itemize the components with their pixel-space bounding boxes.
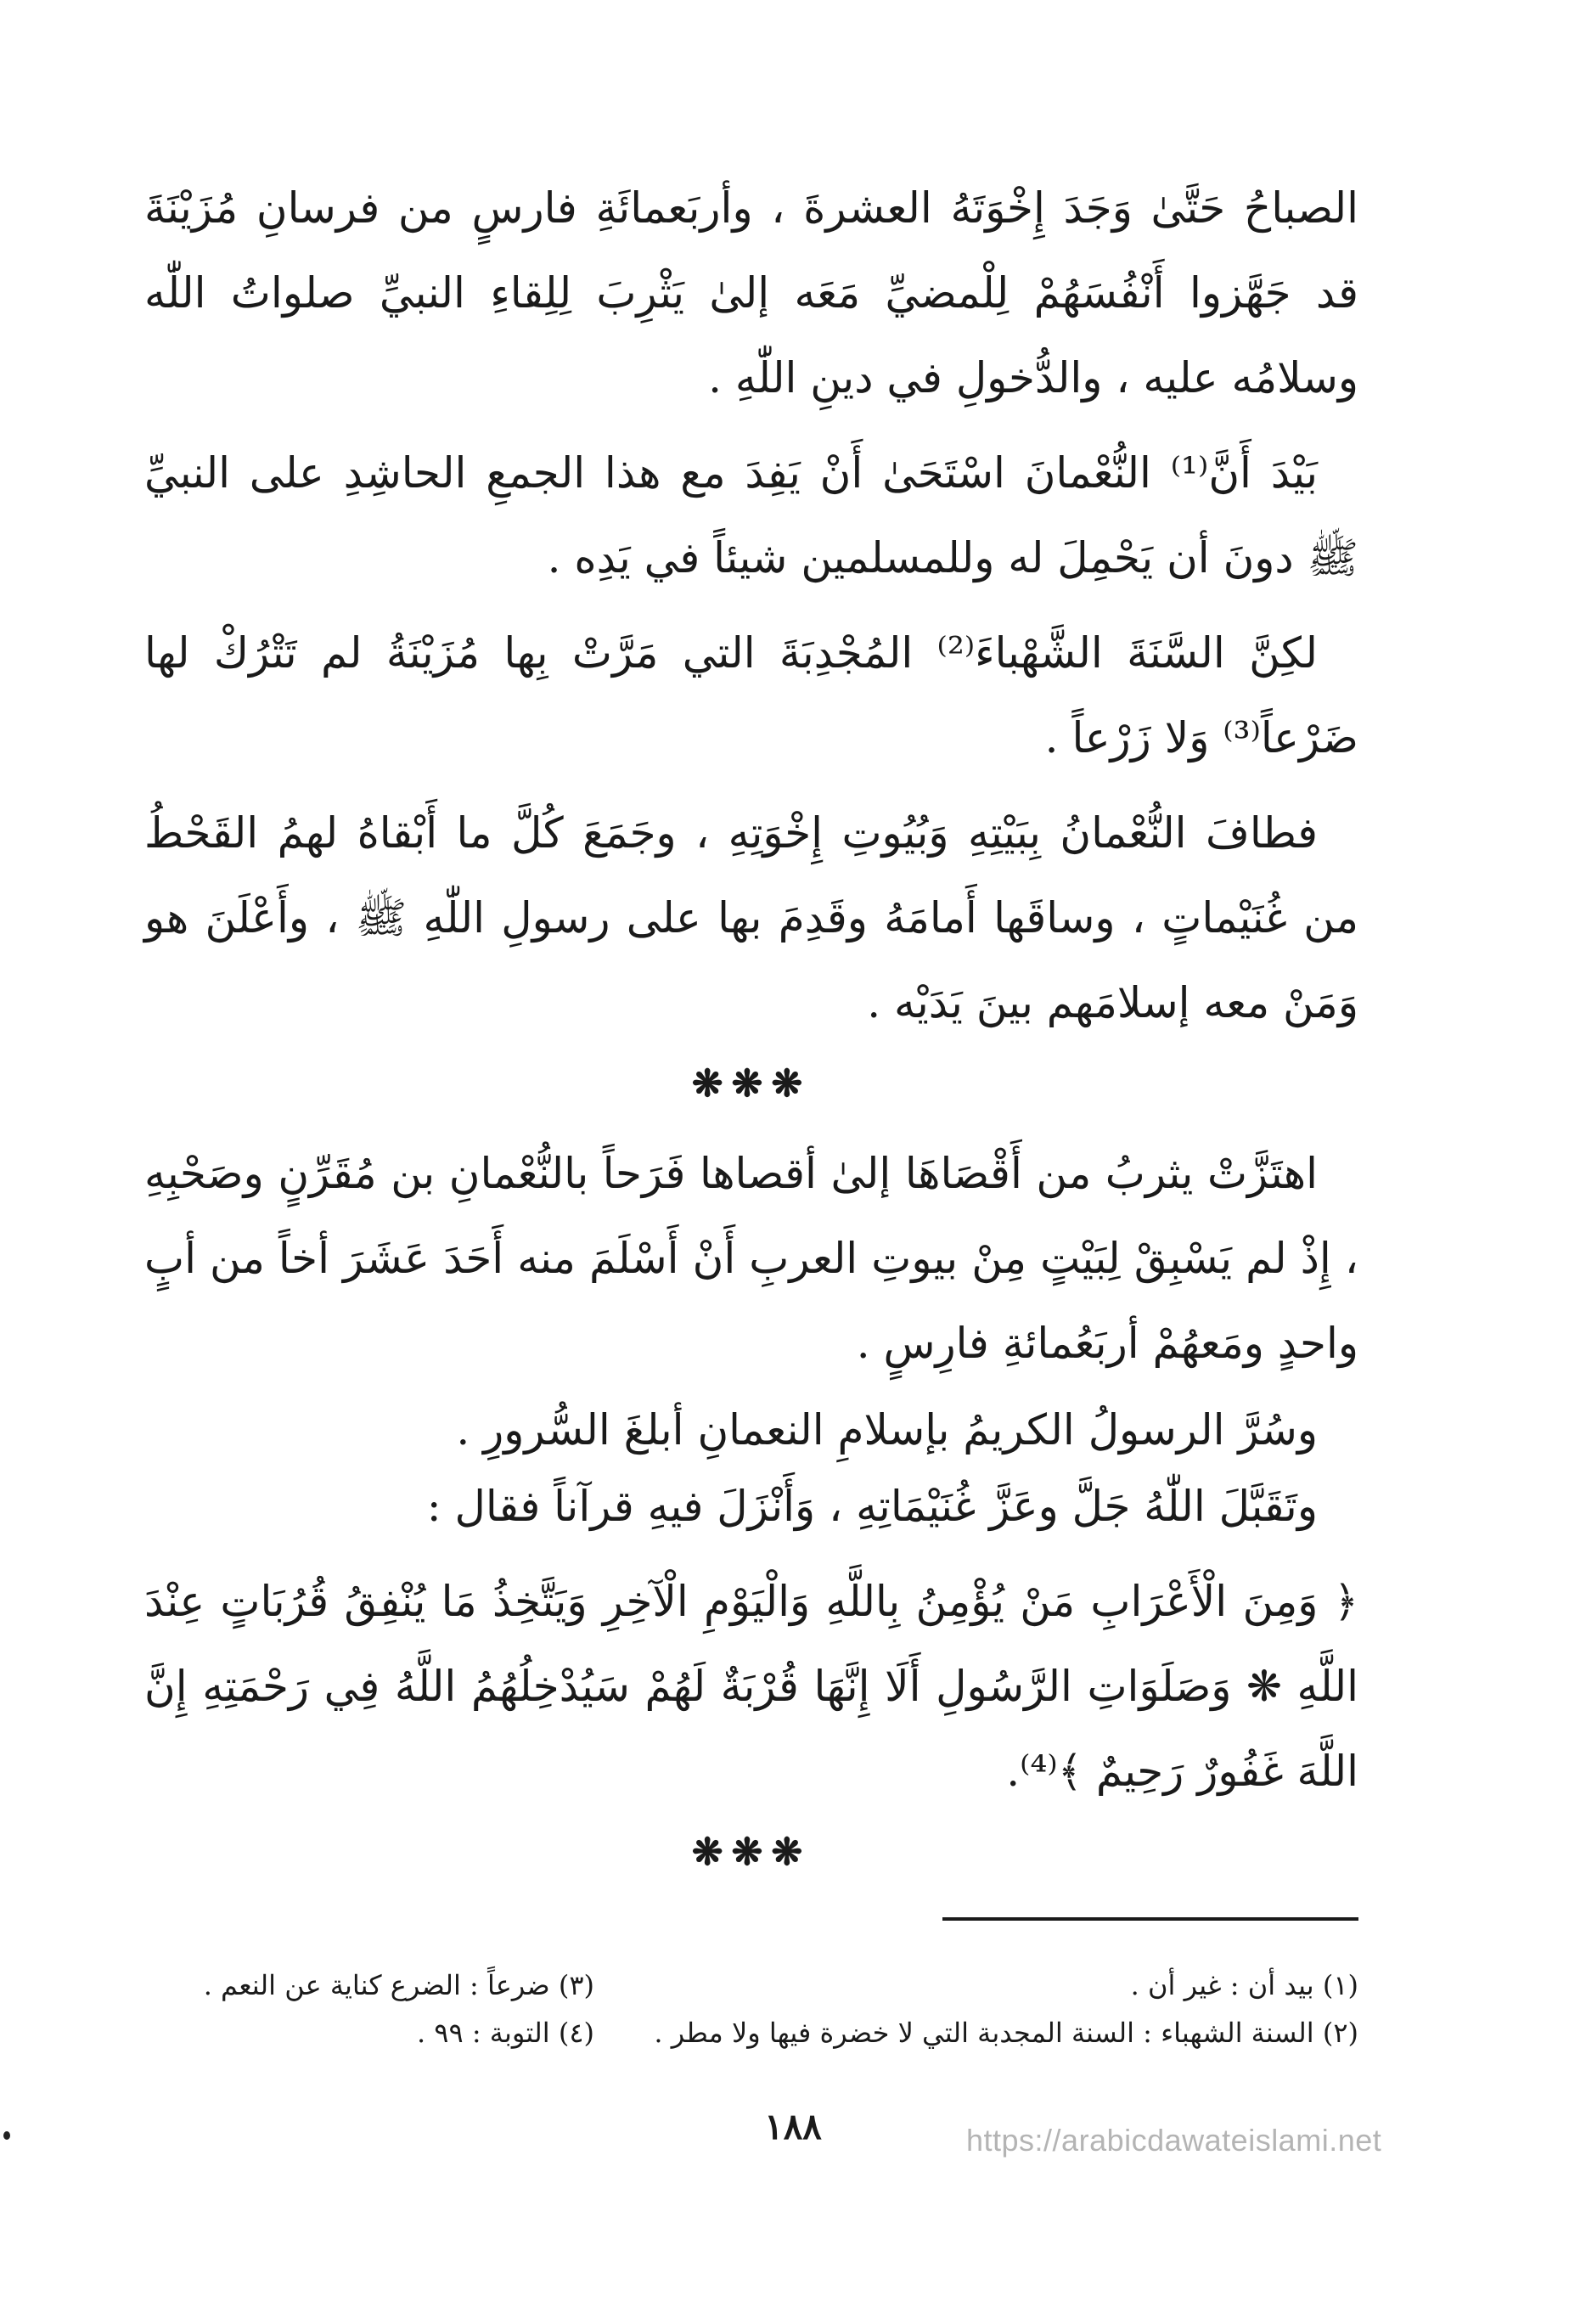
scan-mark — [3, 2131, 10, 2140]
page-body — [144, 166, 1358, 1899]
paragraph-6: وسُرَّ الرسولُ الكريمُ بإسلامِ النعمانِ أبلغَ السُّرورِ . — [456, 1405, 1318, 1455]
paragraph-1: الصباحُ حَتَّىٰ وَجَدَ إِخْوَتَهُ العشرةَ ، وأربَعمائَةِ فارسٍ من فرسانِ مُزَيْنَةَ قد جَهَّزوا أَنْفُسَهُمْ لِلْمضيِّ مَعَه إلىٰ يَثْرِبَ لِلِقاءِ النبيِّ صلواتُ اللّٰه وسلامُه عليه ، والدُّخولِ في دينِ اللّٰهِ . — [144, 183, 1358, 402]
footnote-4: (٤) التوبة : ٩٩ . — [416, 2017, 594, 2049]
paragraph-5: اهتَزَّتْ يثربُ من أَقْصَاهَا إلىٰ أقصاها فَرَحاً بالنُّعْمانِ بن مُقَرِّنٍ وصَحْبِهِ ، إِذْ لم يَسْبِقْ لِبَيْتٍ مِنْ بيوتِ العربِ أَنْ أَسْلَمَ منه أَحَدَ عَشَرَ أخاً من أبٍ واحدٍ ومَعهُمْ أربَعُمائةِ فارِسٍ . — [144, 1149, 1358, 1368]
watermark-url: https://arabicdawateislami.net — [966, 2123, 1382, 2158]
paragraph-4: فطافَ النُّعْمانُ بِبَيْتِهِ وَبُيُوتِ إِخْوَتِهِ ، وجَمَعَ كُلَّ ما أَبْقاهُ لهمُ القَحْطُ من غُنَيْماتٍ ، وساقَها أَمامَهُ وقَدِمَ بها على رسولِ اللّٰهِ ﷺ ، وأَعْلَنَ هو وَمَنْ معه إسلامَهم بينَ يَدَيْه . — [144, 808, 1358, 1027]
section-separator-2: ❋❋❋ — [691, 1831, 812, 1874]
paragraph-7: وتَقَبَّلَ اللّٰهُ جَلَّ وعَزَّ غُنَيْمَاتِهِ ، وَأَنْزَلَ فيهِ قرآناً فقال : — [426, 1482, 1318, 1531]
section-separator: ❋❋❋ — [691, 1062, 812, 1106]
footnote-3: (٣) ضرعاً : الضرع كناية عن النعم . — [203, 1969, 594, 2001]
footnotes-right-column — [628, 1961, 1358, 2057]
quran-verse: ﴿ وَمِنَ الْأَعْرَابِ مَنْ يُؤْمِنُ بِاللَّهِ وَالْيَوْمِ الْآخِرِ وَيَتَّخِذُ مَا يُنْفِقُ قُرُبَاتٍ عِنْدَ اللَّهِ ❋ وَصَلَوَاتِ الرَّسُولِ أَلَا إِنَّهَا قُرْبَةٌ لَهُمْ سَيُدْخِلُهُمُ اللَّهُ فِي رَحْمَتِهِ إِنَّ اللَّهَ غَفُورٌ رَحِيمٌ ﴾⁽⁴⁾. — [144, 1577, 1358, 1796]
page-number: ١٨٨ — [764, 2106, 822, 2147]
footnote-1: (١) بيد أن : غير أن . — [1130, 1969, 1358, 2001]
paragraph-3: لكِنَّ السَّنَةَ الشَّهْباءَ⁽²⁾ المُجْدِبَةَ التي مَرَّتْ بِها مُزَيْنَةُ لم تَتْرُكْ لها ضَرْعاً⁽³⁾ وَلا زَرْعاً . — [144, 628, 1358, 762]
footnote-divider — [942, 1917, 1358, 1921]
paragraph-2: بَيْدَ أَنَّ⁽¹⁾ النُّعْمانَ اسْتَحَىٰ أَنْ يَفِدَ مع هذا الجمعِ الحاشِدِ على النبيِّ ﷺ دونَ أن يَحْمِلَ له وللمسلمين شيئاً في يَدِه . — [144, 448, 1358, 582]
footnote-2: (٢) السنة الشهباء : السنة المجدبة التي لا خضرة فيها ولا مطر . — [654, 2017, 1358, 2049]
footnotes-left-column — [170, 1961, 594, 2057]
